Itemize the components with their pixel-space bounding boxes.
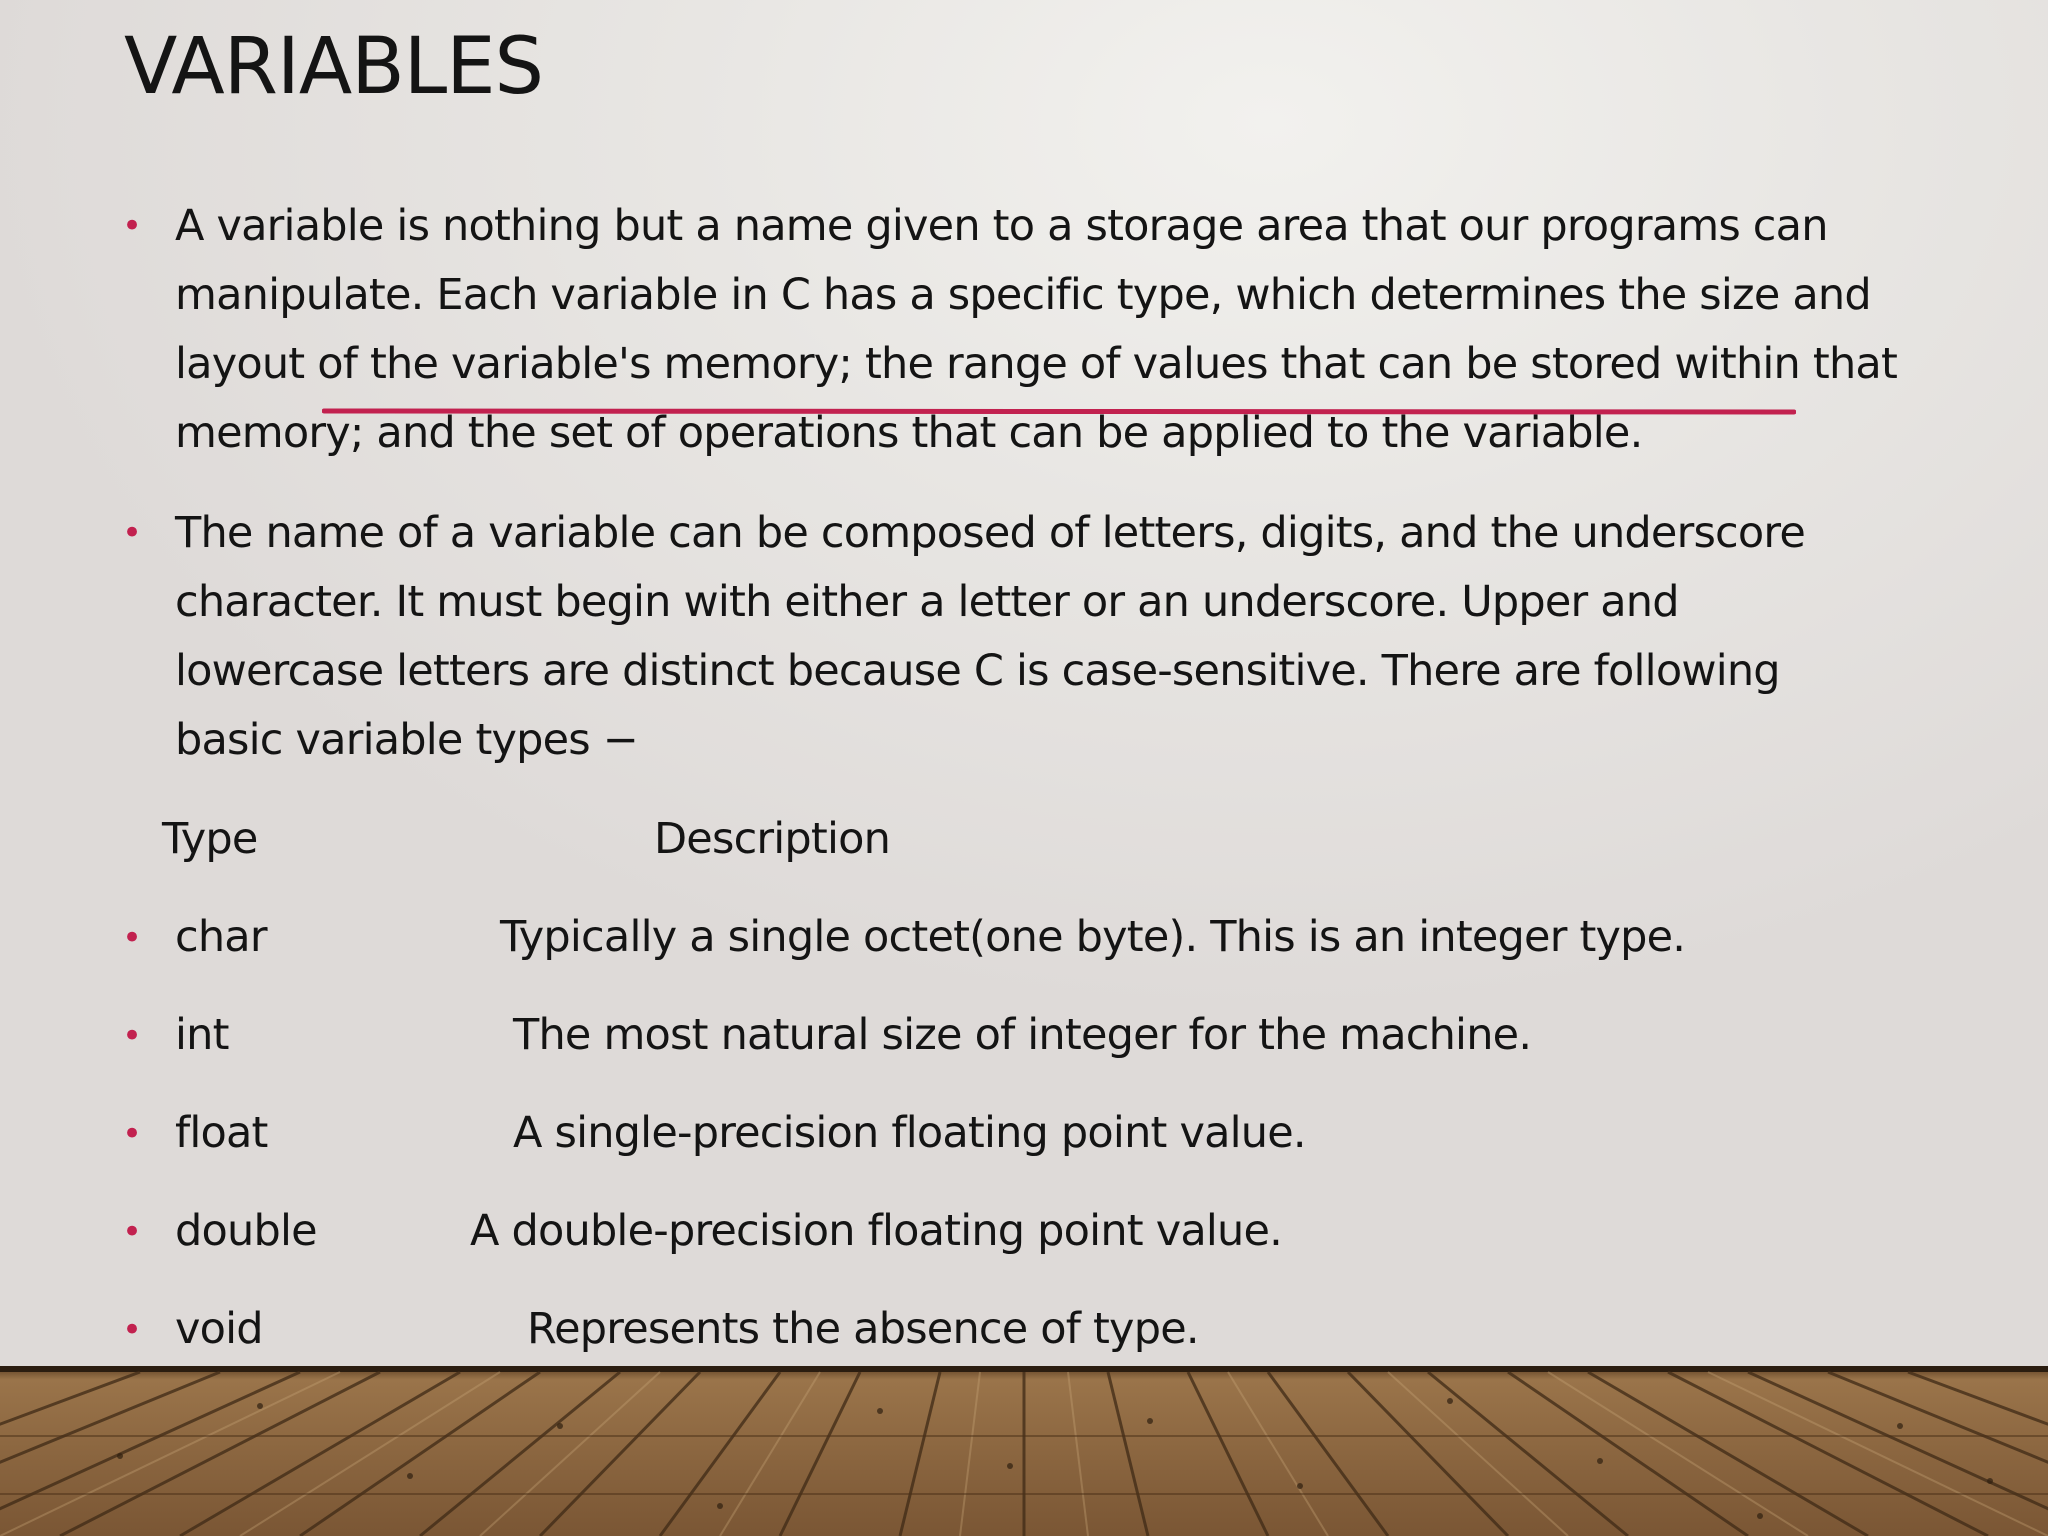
type-name: char: [175, 912, 267, 962]
bullet-icon: •: [122, 1310, 143, 1350]
bullet-icon: •: [122, 1114, 143, 1154]
type-name: int: [175, 1010, 229, 1060]
type-description: A double-precision floating point value.: [470, 1206, 1283, 1256]
type-description: Typically a single octet(one byte). This is an integer type.: [500, 912, 1686, 962]
bullet-icon: •: [122, 513, 143, 553]
type-description: The most natural size of integer for the machine.: [513, 1010, 1532, 1060]
type-name: double: [175, 1206, 317, 1256]
wooden-floor-image: [0, 1366, 2048, 1536]
paragraph-variable-definition: A variable is nothing but a name given to a storage area that our programs can manipulate. Each variable in C has a specific type, which determines the size and layout of the variable's memory; the range of values that can be stored within that memory; and the set of operations that can be applied to the variable.: [175, 201, 1898, 458]
type-description: Represents the absence of type.: [527, 1304, 1199, 1354]
type-name: void: [175, 1304, 263, 1354]
bullet-icon: •: [122, 206, 143, 246]
bullet-icon: •: [122, 918, 143, 958]
type-description: A single-precision floating point value.: [513, 1108, 1306, 1158]
bullet-icon: •: [122, 1212, 143, 1252]
type-name: float: [175, 1108, 268, 1158]
bullet-icon: •: [122, 1016, 143, 1056]
header-type: Type: [162, 814, 258, 864]
annotation-underline: [322, 408, 1796, 416]
paragraph-naming-rules: The name of a variable can be composed of letters, digits, and the underscore character. It must begin with either a letter or an underscore. Upper and lowercase letters are distinct because C is case-sensitive. There are following basic variable types −: [175, 508, 1805, 765]
slide-title: VARIABLES: [124, 22, 544, 112]
header-description: Description: [654, 814, 891, 864]
